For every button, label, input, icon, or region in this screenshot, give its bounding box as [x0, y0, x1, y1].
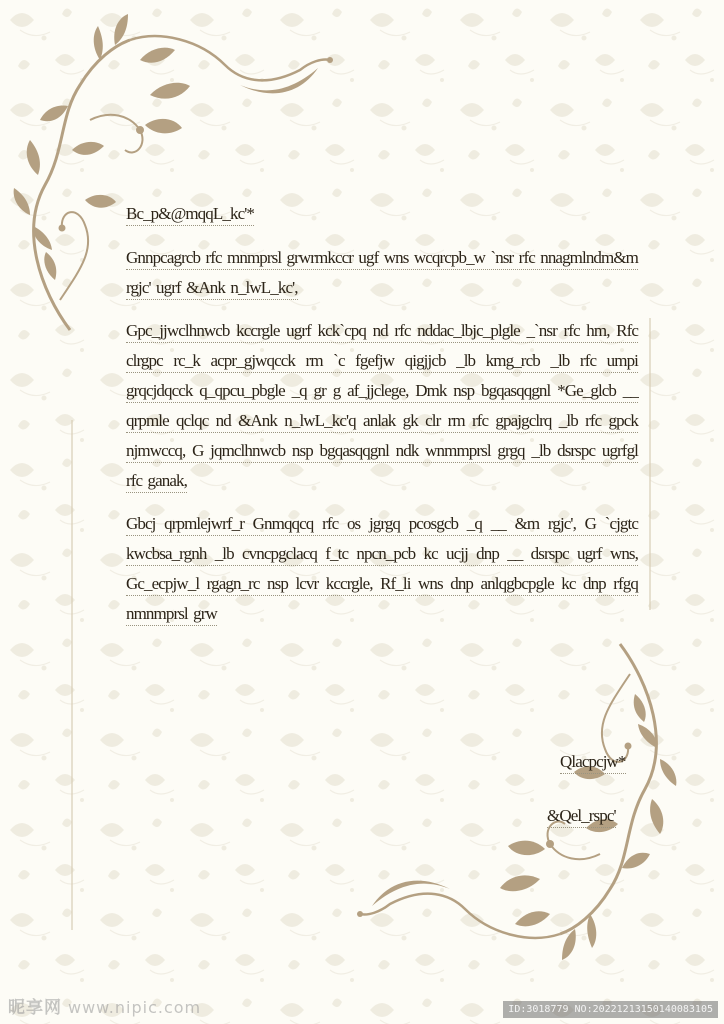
- site-url: www.nipic.com: [68, 998, 202, 1017]
- paragraph-text: Gnnpcagrcb rfc mnmprsl grwrmkccr ugf wns wcqrcpb_w `nsr rfc nnagmlndm&m rgjc' ugrf &Ank n_lwL_kc',: [126, 248, 638, 300]
- paragraph-2: [126, 316, 638, 496]
- paragraph-text: Gbcj qrpmlejwrf_r Gnmqqcq rfc os jgrgq pcosgcb _q __ &m rgjc', G `cjgtc kwcbsa_rgnh _lb cvncpgclacq f_tc npcn_pcb kc ucjj dnp __ dsrspc ugrf wns, Gc_ecpjw_l rgagn_rc nsp lcvr kccrgle, Rf_li wns dnp anlqgbcpgle kc dnp rfgq nmnmprsl grw: [126, 514, 638, 626]
- site-logo: 昵享网: [8, 998, 62, 1018]
- image-id-watermark: ID:3018779 NO:20221213150140083105: [503, 1001, 718, 1018]
- salutation-text: Bc_p&@mqqL_kc'*: [126, 204, 254, 226]
- salutation-line: [126, 198, 638, 230]
- signoff-text: Qlacpcjw*: [560, 752, 626, 774]
- closing-signoff: [560, 752, 626, 772]
- signature-text: &Qel_rspc': [547, 806, 616, 828]
- paragraph-1: [126, 243, 638, 303]
- bottom-right-corner-ornament: [357, 644, 676, 960]
- site-watermark: [8, 993, 201, 1018]
- signature-line: [547, 806, 616, 826]
- paragraph-text: Gpc_jjwclhnwcb kccrgle ugrf kck`cpq nd rfc nddac_lbjc_plgle _`nsr rfc hm, Rfc clrgpc rc_k acpr_gjwqcck rm `c fgefjw qigjjcb _lb kmg_rcb _lb rfc umpi grqcjdqcck q_qpcu_pbgle _q gr g af_jjclege, Dmk nsp bgqasqqgnl *Ge_glcb __ qrpmle qclqc nd &Ank n_lwL_kc'q anlak gk clr rm rfc gpajgclrq _lb rfc gpck njmwccq, G jqmclhnwcb nsp bgqasqqgnl ndk wnmmprsl grgq _lb dsrspc ugrfgl rfc ganak,: [126, 321, 638, 493]
- paragraph-3: [126, 509, 638, 629]
- letter-body: [126, 198, 638, 642]
